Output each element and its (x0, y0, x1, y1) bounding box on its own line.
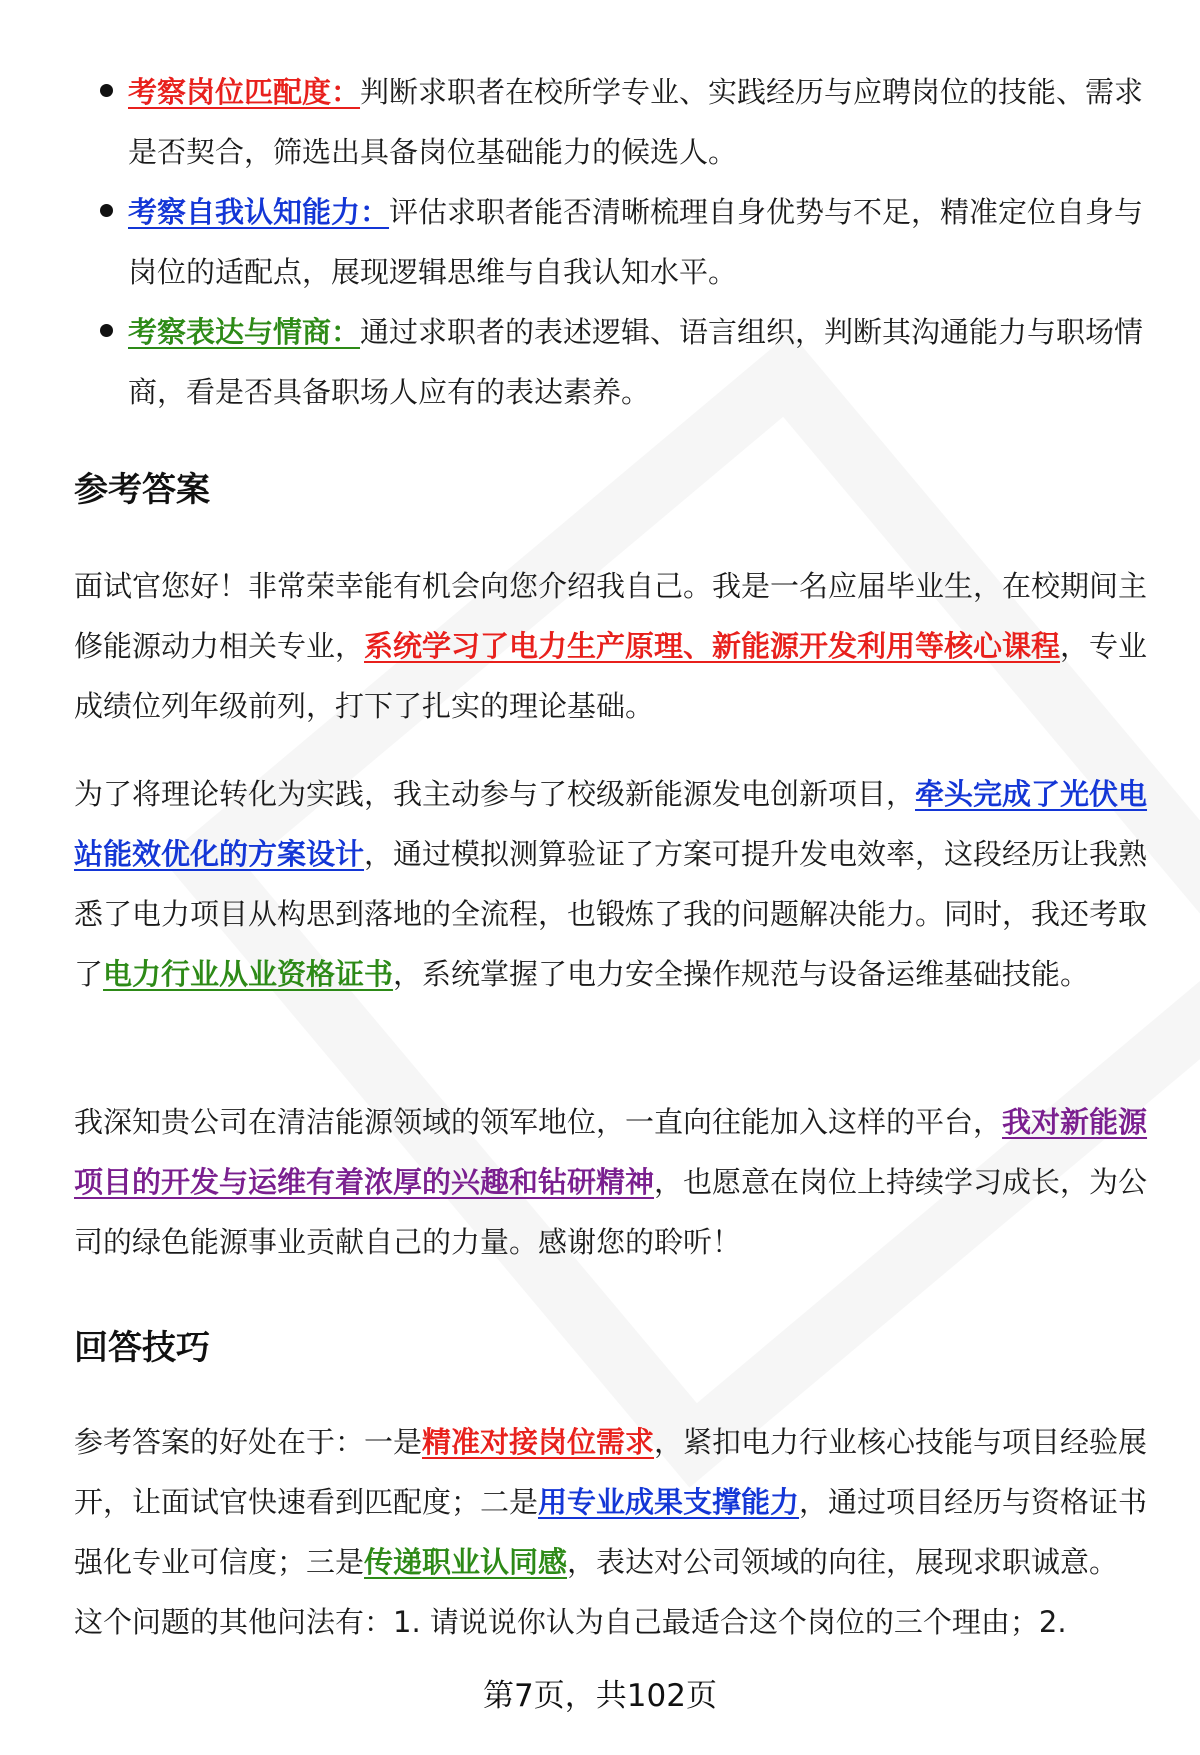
highlight: 我对新能源项目的开发与运维有着浓厚的兴趣和钻研精神 (74, 1105, 1148, 1199)
text: ，系统掌握了电力安全操作规范与设备运维基础技能。 (393, 957, 1090, 991)
list-item (96, 182, 1156, 302)
criteria-label: 考察岗位匹配度： (128, 75, 361, 109)
text: ，通过项目经历与资格证书强化专业可信度；三是 (74, 1485, 1148, 1579)
criteria-list (96, 62, 1156, 422)
highlight: 用专业成果支撑能力 (538, 1485, 800, 1519)
answer-heading: 参考答案 (74, 470, 210, 510)
text: ，表达对公司领域的向往，展现求职诚意。 这个问题的其他问法有：1. 请说说你认为自己最适合这个岗位的三个理由；2. (74, 1545, 1119, 1639)
text: 面试官您好！非常荣幸能有机会向您介绍我自己。我是一名应届毕业生，在校期间主修能源动力相关专业， (74, 569, 1148, 663)
highlight: 传递职业认同感 (364, 1545, 568, 1579)
bullet-icon (100, 324, 113, 337)
list-item (96, 62, 1156, 182)
highlight: 精准对接岗位需求 (422, 1425, 655, 1459)
text: ，专业成绩位列年级前列，打下了扎实的理论基础。 (74, 629, 1148, 723)
tips-paragraph (74, 1412, 1154, 1652)
page-number: 第7页，共102页 (483, 1678, 717, 1714)
criteria-label: 考察自我认知能力： (128, 195, 390, 229)
highlight: 电力行业从业资格证书 (103, 957, 394, 991)
text: ，通过模拟测算验证了方案可提升发电效率，这段经历让我熟悉了电力项目从构思到落地的全流程，也锻炼了我的问题解决能力。同时，我还考取了 (74, 837, 1148, 991)
criteria-text: 判断求职者在校所学专业、实践经历与应聘岗位的技能、需求是否契合，筛选出具备岗位基础能力的候选人。 (128, 75, 1144, 169)
text: 我深知贵公司在清洁能源领域的领军地位，一直向往能加入这样的平台， (74, 1105, 1003, 1139)
text: ，紧扣电力行业核心技能与项目经验展开，让面试官快速看到匹配度；二是 (74, 1425, 1148, 1519)
answer-paragraph-2 (74, 764, 1154, 1004)
list-item (96, 302, 1156, 422)
bullet-icon (100, 204, 113, 217)
criteria-text: 通过求职者的表述逻辑、语言组织，判断其沟通能力与职场情商，看是否具备职场人应有的表达素养。 (128, 315, 1144, 409)
highlight: 牵头完成了光伏电站能效优化的方案设计 (74, 777, 1148, 871)
text: 为了将理论转化为实践，我主动参与了校级新能源发电创新项目， (74, 777, 916, 811)
bullet-icon (100, 84, 113, 97)
highlight: 系统学习了电力生产原理、新能源开发利用等核心课程 (364, 629, 1061, 663)
text: 参考答案的好处在于：一是 (74, 1425, 423, 1459)
tips-heading: 回答技巧 (74, 1328, 210, 1368)
criteria-label: 考察表达与情商： (128, 315, 361, 349)
text: ，也愿意在岗位上持续学习成长，为公司的绿色能源事业贡献自己的力量。感谢您的聆听！ (74, 1165, 1148, 1259)
criteria-text: 评估求职者能否清晰梳理自身优势与不足，精准定位自身与岗位的适配点，展现逻辑思维与自我认知水平。 (128, 195, 1144, 289)
answer-paragraph-3 (74, 1092, 1154, 1272)
answer-paragraph-1 (74, 556, 1154, 736)
